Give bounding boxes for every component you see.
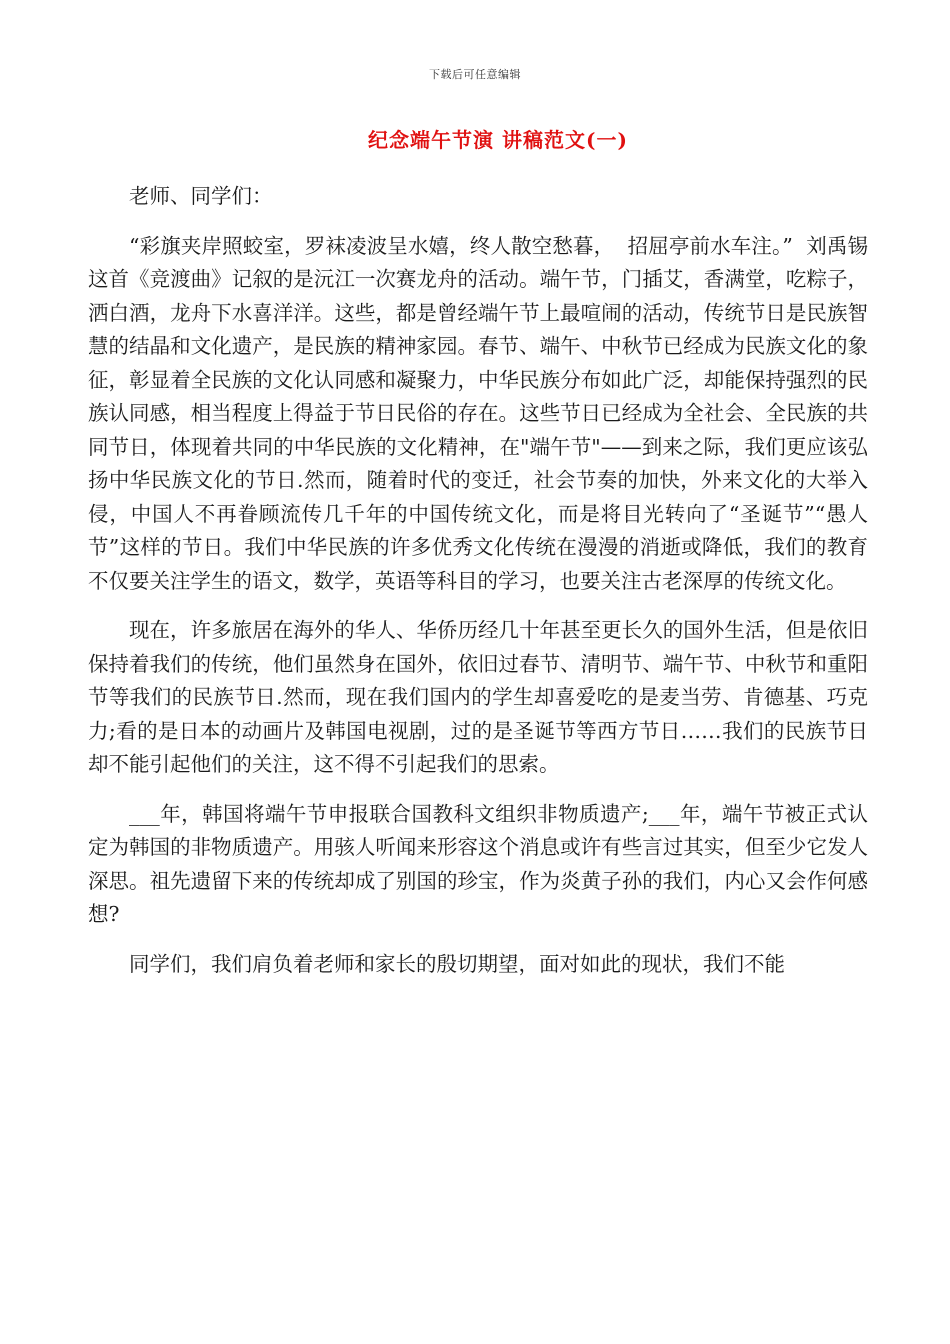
document-title: 纪念端午节演 讲稿范文(一) [368, 128, 628, 152]
paragraph-3: ___年，韩国将端午节申报联合国教科文组织非物质遗产;___年，端午节被正式认定为韩国的非物质遗产。用骇人听闻来形容这个消息或许有些言过其实，但至少它发人深思。祖先遗留下来的传统却成了别国的珍宝，作为炎黄子孙的我们，内心又会作何感想? [88, 801, 868, 926]
document-body [88, 180, 868, 981]
paragraph-2: 现在，许多旅居在海外的华人、华侨历经几十年甚至更长久的国外生活，但是依旧保持着我们的传统，他们虽然身在国外，依旧过春节、清明节、端午节、中秋节和重阳节等我们的民族节日.然而，现在我们国内的学生却喜爱吃的是麦当劳、肯德基、巧克力;看的是日本的动画片及韩国电视剧，过的是圣诞节等西方节日……我们的民族节日却不能引起他们的关注，这不得不引起我们的思索。 [88, 618, 868, 776]
paragraph-4: 同学们，我们肩负着老师和家长的殷切期望，面对如此的现状，我们不能 [129, 951, 785, 976]
header-note: 下载后可任意编辑 [429, 68, 521, 81]
paragraph-1: “彩旗夹岸照蛟室，罗袜凌波呈水嬉，终人散空愁暮， 招屈亭前水车注。” 刘禹锡这首《竞渡曲》记叙的是沅江一次赛龙舟的活动。端午节，门插艾，香满堂，吃粽子，洒白酒，龙舟下水喜洋洋。这些，都是曾经端午节上最喧闹的活动，传统节日是民族智慧的结晶和文化遗产，是民族的精神家园。春节、端午、中秋节已经成为民族文化的象征，彰显着全民族的文化认同感和凝聚力，中华民族分布如此广泛，却能保持强烈的民族认同感，相当程度上得益于节日民俗的存在。这些节日已经成为全社会、全民族的共同节日，体现着共同的中华民族的文化精神，在"端午节"——到来之际，我们更应该弘扬中华民族文化的节日.然而，随着时代的变迁，社会节奏的加快，外来文化的大举入侵，中国人不再眷顾流传几千年的中国传统文化，而是将目光转向了“圣诞节”“愚人节”这样的节日。我们中华民族的许多优秀文化传统在漫漫的消逝或降低，我们的教育不仅要关注学生的语文，数学，英语等科目的学习，也要关注古老深厚的传统文化。 [88, 233, 868, 593]
greeting: 老师、同学们： [129, 184, 273, 208]
